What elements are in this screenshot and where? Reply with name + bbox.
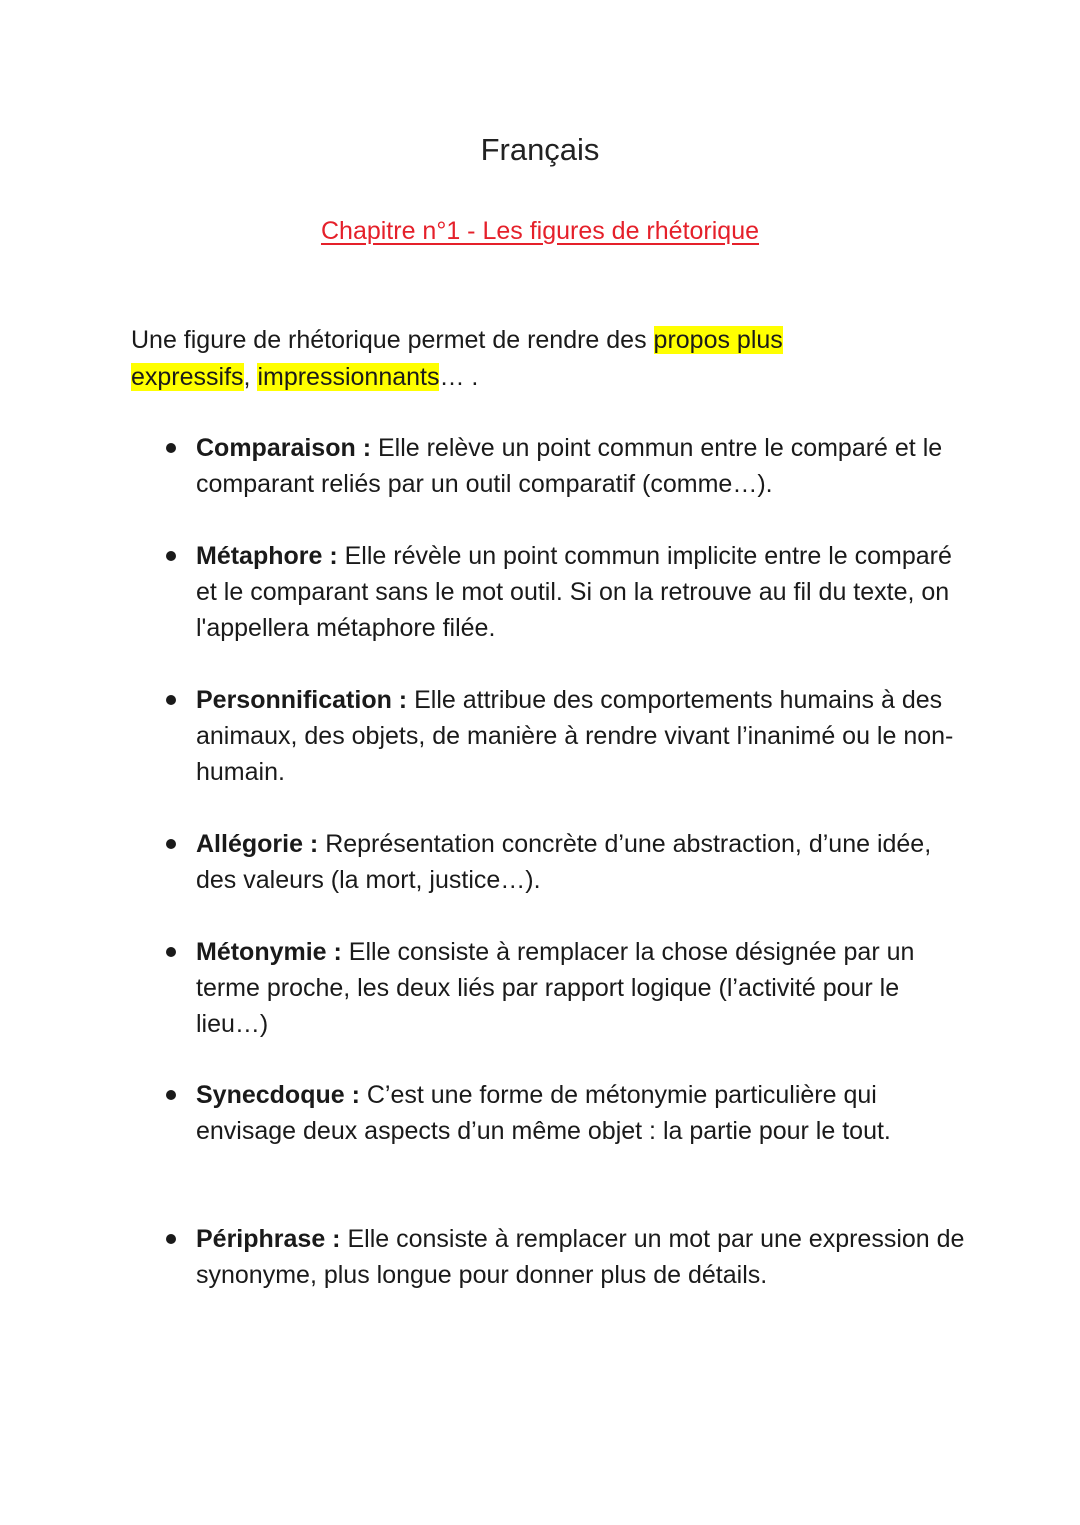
figure-item-metaphore: [196, 538, 966, 647]
figure-term: Synecdoque :: [196, 1081, 360, 1109]
figure-item-metonymie: [196, 934, 966, 1043]
intro-separator: ,: [243, 362, 258, 391]
figure-item-comparaison: [196, 430, 966, 502]
intro-text-before: Une figure de rhétorique permet de rendre des: [131, 326, 654, 354]
figure-item-periphrase: [196, 1221, 966, 1293]
figure-definition: Elle révèle un point commun implicite entre le comparé et le comparant sans le mot outil. Si on la retrouve au fil du texte, on l'appellera métaphore filée.: [196, 542, 952, 643]
bullet-icon: [166, 1234, 176, 1244]
figure-definition: Elle consiste à remplacer un mot par une expression de synonyme, plus longue pour donner plus de détails.: [196, 1225, 965, 1290]
bullet-icon: [166, 551, 176, 561]
bullet-icon: [166, 947, 176, 957]
figure-term: Métonymie :: [196, 938, 342, 966]
bullet-icon: [166, 443, 176, 453]
chapter-title: Chapitre n°1 - Les figures de rhétorique: [320, 217, 760, 245]
intro-text-after: … .: [439, 362, 479, 391]
intro-paragraph: [131, 322, 891, 395]
figure-term: Comparaison :: [196, 434, 372, 462]
figure-definition: Elle relève un point commun entre le comparé et le comparant reliés par un outil comparatif (comme…).: [196, 434, 943, 499]
figure-definition: Représentation concrète d’une abstraction, d’une idée, des valeurs (la mort, justice…).: [196, 830, 932, 895]
figure-term: Allégorie :: [196, 830, 319, 858]
figure-item-synecdoque: [196, 1077, 966, 1149]
page-title: Français: [480, 132, 600, 167]
bullet-icon: [166, 1090, 176, 1100]
figure-definition: C’est une forme de métonymie particulière qui envisage deux aspects d’un même objet : la partie pour le tout.: [196, 1081, 891, 1146]
intro-highlight-propos: propos plus: [653, 326, 783, 354]
intro-highlight-expressifs: expressifs: [131, 362, 244, 391]
figure-term: Périphrase :: [196, 1225, 341, 1253]
bullet-icon: [166, 695, 176, 705]
bullet-icon: [166, 839, 176, 849]
figure-term: Métaphore :: [196, 542, 338, 570]
figure-term: Personnification :: [196, 686, 408, 714]
figure-definition: Elle consiste à remplacer la chose désignée par un terme proche, les deux liés par rapport logique (l’activité pour le lieu…): [196, 938, 915, 1039]
figure-definition: Elle attribue des comportements humains à des animaux, des objets, de manière à rendre vivant l’inanimé ou le non-humain.: [196, 686, 954, 787]
intro-highlight-impressionnants: impressionnants: [257, 362, 440, 391]
figure-item-allegorie: [196, 826, 966, 898]
figure-item-personnification: [196, 682, 966, 791]
